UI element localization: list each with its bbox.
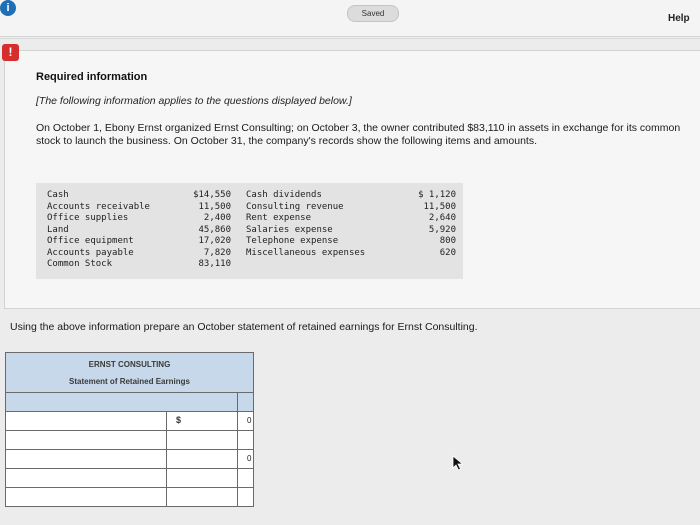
statement-amount-input[interactable] xyxy=(166,431,238,449)
ledger-value: 800 xyxy=(439,236,456,246)
ledger-right-values xyxy=(404,190,456,259)
ledger-label: Consulting revenue xyxy=(246,201,344,212)
ledger-value: 11,500 xyxy=(423,201,456,212)
divider xyxy=(0,38,700,39)
ledger-label: Salaries expense xyxy=(246,224,333,235)
statement-total-cell xyxy=(237,412,253,430)
ledger-value: 620 xyxy=(439,247,456,258)
statement-heading-select[interactable] xyxy=(6,393,238,411)
ledger-left-values xyxy=(179,190,231,271)
required-information-heading: Required information xyxy=(36,71,148,83)
ledger-label: Miscellaneous expenses xyxy=(246,247,366,258)
statement-title: Statement of Retained Earnings xyxy=(69,377,190,386)
statement-label-select[interactable] xyxy=(6,469,167,487)
ledger-right-labels xyxy=(246,190,365,259)
ledger-table xyxy=(36,183,463,279)
ledger-label: Accounts receivable xyxy=(47,201,150,212)
statement-total-cell xyxy=(237,488,253,506)
ledger-value: 2,640 xyxy=(428,213,456,223)
statement-total-value: 0 xyxy=(247,454,252,463)
statement-amount-input[interactable] xyxy=(166,488,238,506)
statement-row-heading xyxy=(6,393,253,412)
ledger-label: Rent expense xyxy=(246,213,312,223)
alert-icon: ! xyxy=(2,44,19,61)
ledger-label: Accounts payable xyxy=(47,247,134,258)
help-link[interactable]: Help xyxy=(668,13,690,24)
ledger-label: Telephone expense xyxy=(246,236,339,246)
ledger-left-labels xyxy=(47,190,150,271)
ledger-value: 11,500 xyxy=(198,201,231,212)
statement-company: ERNST CONSULTING xyxy=(88,360,171,369)
statement-label-select[interactable] xyxy=(6,412,167,430)
statement-row xyxy=(6,412,253,431)
statement-row xyxy=(6,450,253,469)
statement-row xyxy=(6,488,253,506)
ledger-label: Cash dividends xyxy=(246,190,322,200)
ledger-label: Office supplies xyxy=(47,213,129,223)
ledger-label: Common Stock xyxy=(47,259,113,269)
ledger-value: $ 1,120 xyxy=(418,190,456,200)
ledger-value: 7,820 xyxy=(203,247,231,258)
ledger-value: 45,860 xyxy=(198,224,231,235)
ledger-value: 83,110 xyxy=(198,259,231,269)
statement-total-cell xyxy=(237,431,253,449)
ledger-label: Land xyxy=(47,224,69,235)
task-prompt: Using the above information prepare an October statement of retained earnings for Ernst Consulting. xyxy=(10,321,478,333)
statement-label-select[interactable] xyxy=(6,431,167,449)
statement-amount-input[interactable] xyxy=(166,412,238,430)
ledger-value: 5,920 xyxy=(428,224,456,235)
statement-total-cell xyxy=(237,450,253,468)
statement-total-cell xyxy=(237,469,253,487)
mouse-cursor-icon xyxy=(452,455,464,471)
retained-earnings-statement xyxy=(5,352,254,507)
top-bar xyxy=(0,0,700,37)
ledger-label: Cash xyxy=(47,190,69,200)
ledger-value: 17,020 xyxy=(198,236,231,246)
statement-row xyxy=(6,431,253,450)
ledger-value: $14,550 xyxy=(193,190,231,200)
statement-amount-input[interactable] xyxy=(166,450,238,468)
statement-label-select[interactable] xyxy=(6,450,167,468)
ledger-value: 2,400 xyxy=(203,213,231,223)
question-intro: On October 1, Ebony Ernst organized Ernst Consulting; on October 3, the owner contributed $83,110 in assets in exchange for its common stock to launch the business. On October 31, the company's records show the following items and amounts. xyxy=(36,122,681,147)
saved-status-badge: Saved xyxy=(347,5,399,22)
statement-header xyxy=(6,353,253,393)
required-information-subheading: [The following information applies to the questions displayed below.] xyxy=(36,95,352,107)
statement-total-value: 0 xyxy=(247,416,252,425)
ledger-label: Office equipment xyxy=(47,236,134,246)
info-icon[interactable]: i xyxy=(0,0,16,16)
currency-symbol: $ xyxy=(176,415,182,425)
statement-amount-input[interactable] xyxy=(166,469,238,487)
statement-row xyxy=(6,469,253,488)
statement-label-select[interactable] xyxy=(6,488,167,506)
